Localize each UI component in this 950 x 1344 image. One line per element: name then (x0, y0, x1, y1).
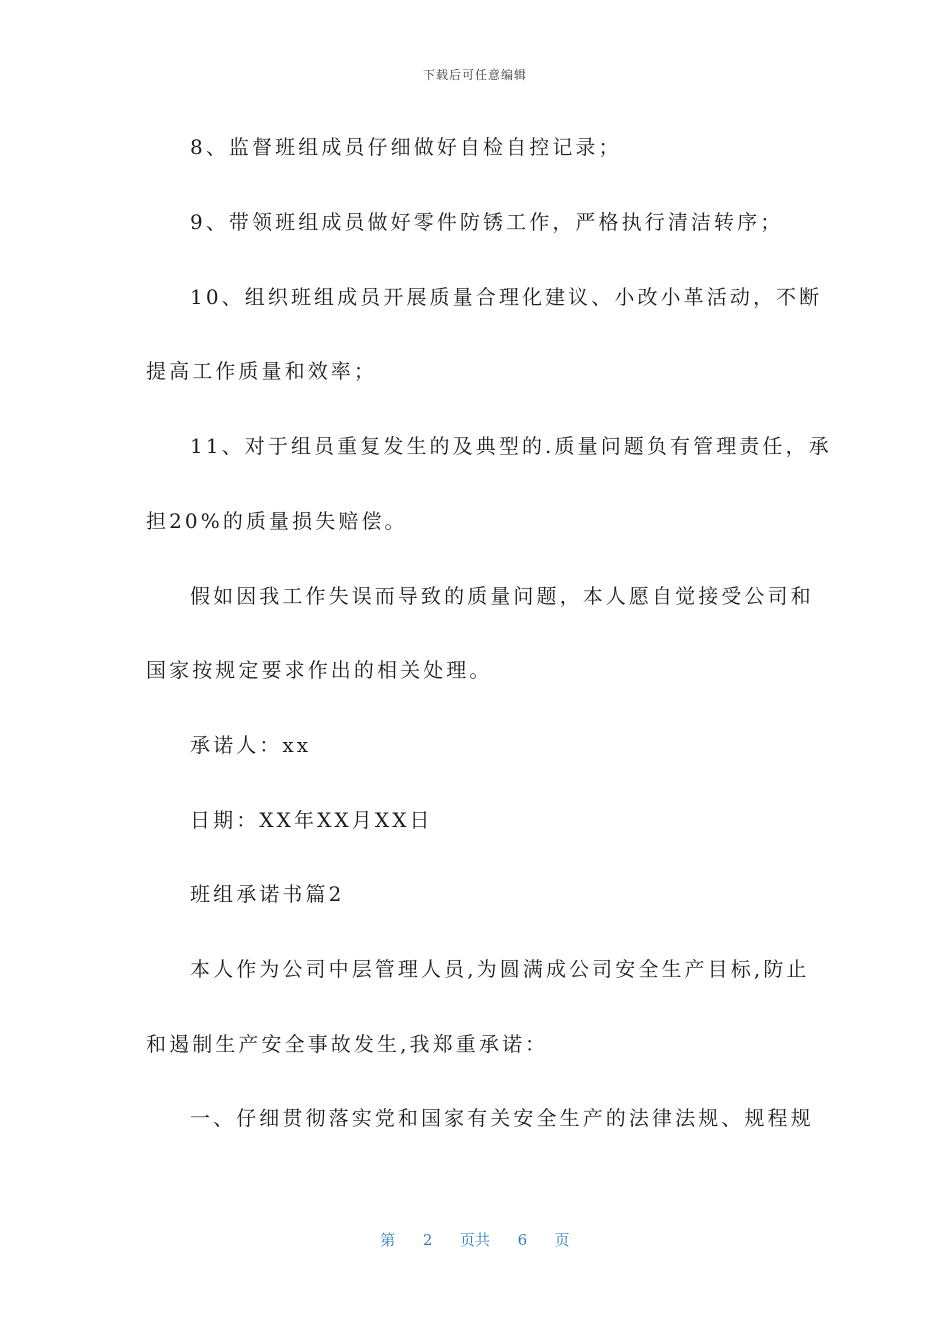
footer-middle: 页共 (459, 1231, 490, 1249)
footer-total-pages: 6 (517, 1231, 528, 1249)
page-footer (0, 1229, 950, 1250)
promisor-line: 承诺人：xx (190, 733, 312, 757)
footer-current-page: 2 (422, 1231, 433, 1249)
text-line-10-continued: 提高工作质量和效率； (146, 359, 377, 383)
text-paragraph-responsibility: 假如因我工作失误而导致的质量问题，本人愿自觉接受公司和 (190, 584, 814, 608)
text-line-10: 10、组织班组成员开展质量合理化建议、小改小革活动，不断 (190, 285, 823, 309)
footer-suffix: 页 (554, 1231, 570, 1249)
text-paragraph-intro: 本人作为公司中层管理人员,为圆满成公司安全生产目标,防止 (190, 957, 810, 981)
text-paragraph-intro-continued: 和遏制生产安全事故发生,我郑重承诺： (146, 1032, 549, 1056)
header-note: 下载后可任意编辑 (422, 68, 527, 82)
text-line-11: 11、对于组员重复发生的及典型的.质量问题负有管理责任，承 (190, 434, 832, 458)
text-line-8: 8、监督班组成员仔细做好自检自控记录； (190, 135, 622, 159)
text-line-9: 9、带领班组成员做好零件防锈工作，严格执行清洁转序； (190, 210, 784, 234)
text-item-one: 一、仔细贯彻落实党和国家有关安全生产的法律法规、规程规 (190, 1106, 814, 1130)
text-line-11-continued: 担20%的质量损失赔偿。 (146, 509, 408, 533)
footer-prefix: 第 (380, 1231, 396, 1249)
text-paragraph-responsibility-continued: 国家按规定要求作出的相关处理。 (146, 658, 493, 682)
date-line: 日期：XX年XX月XX日 (190, 808, 433, 832)
section-heading: 班组承诺书篇2 (190, 882, 345, 906)
